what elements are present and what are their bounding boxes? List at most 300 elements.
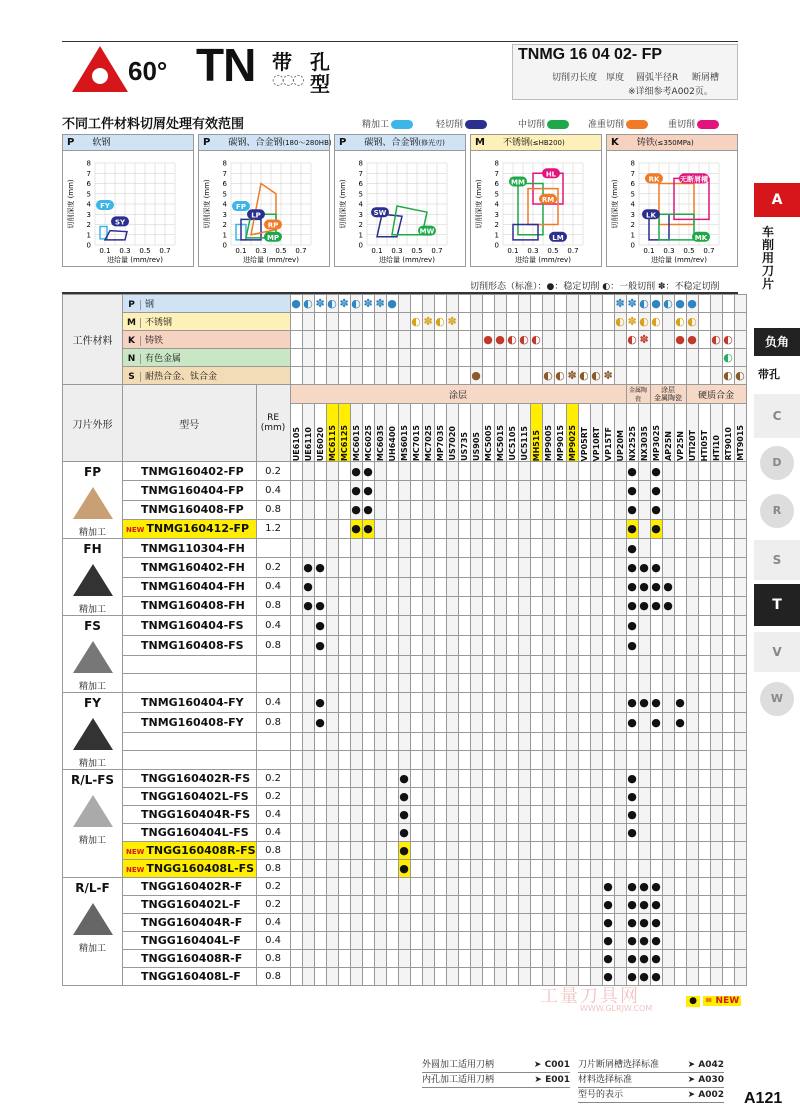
grade-dot-cell: ●: [398, 860, 410, 878]
grade-dot-cell: [398, 732, 410, 751]
model-cell: [123, 842, 257, 860]
grade-dot-cell: [326, 462, 338, 481]
table-row[interactable]: [63, 577, 747, 596]
grade-dot-cell: [338, 968, 350, 986]
grade-dot-cell: [350, 732, 362, 751]
chip-breaker-label: RP: [267, 221, 279, 230]
chart-material-tag: M: [475, 137, 485, 148]
grade-dot-cell: [674, 932, 686, 950]
grade-dot-cell: [530, 558, 542, 577]
grade-dot-cell: [290, 674, 302, 693]
sidebar-shape-d[interactable]: D: [760, 446, 794, 480]
grade-dot-cell: [530, 616, 542, 636]
grade-name: MT9015: [735, 425, 745, 461]
grade-name: VP15TF: [603, 426, 613, 461]
material-symbol-cell: [386, 367, 398, 385]
material-symbol-cell: [650, 367, 662, 385]
grade-name-cell: [554, 404, 566, 462]
grade-dot-cell: [494, 674, 506, 693]
grade-dot-cell: [338, 539, 350, 558]
sidebar-shape-t[interactable]: T: [754, 584, 800, 626]
grade-dot-cell: [374, 932, 386, 950]
y-tick-label: 5: [358, 190, 363, 199]
material-symbol-cell: ✽: [638, 331, 650, 349]
grade-dot-cell: [338, 732, 350, 751]
material-symbol-cell: ✽: [422, 313, 434, 331]
grade-dot-cell: [350, 806, 362, 824]
material-tag: N: [123, 354, 141, 364]
grade-dot-cell: [698, 693, 710, 713]
grade-name: MP9015: [555, 424, 565, 461]
grade-dot-cell: [494, 577, 506, 596]
chip-range-area: [105, 231, 127, 240]
grade-dot-cell: [518, 842, 530, 860]
material-symbol-cell: ◐: [710, 331, 722, 349]
grade-dot-cell: [734, 914, 746, 932]
section-title: 不同工件材料切屑处理有效范围: [62, 117, 245, 132]
grade-dot-cell: [554, 788, 566, 806]
grade-dot-cell: [590, 712, 602, 732]
grade-dot-cell: [482, 732, 494, 751]
grade-name: NX2525: [627, 425, 637, 461]
re-cell: 0.2: [256, 788, 290, 806]
grade-dot-cell: [626, 674, 638, 693]
chart-material-tag: P: [339, 137, 347, 148]
grade-dot-cell: [686, 616, 698, 636]
grade-dot-cell: [566, 932, 578, 950]
grade-dot-cell: [578, 616, 590, 636]
grade-dot-cell: [446, 842, 458, 860]
grade-dot-cell: [446, 596, 458, 615]
material-symbol-cell: ◐: [674, 313, 686, 331]
grade-dot-cell: ●: [626, 635, 638, 655]
material-name: 有色金属: [145, 354, 182, 364]
material-symbol-cell: [722, 313, 734, 331]
footer-right: [578, 1058, 724, 1103]
grade-dot-cell: [434, 596, 446, 615]
grade-dot-cell: [686, 806, 698, 824]
table-row[interactable]: [63, 539, 747, 558]
material-symbol-cell: [518, 367, 530, 385]
grade-dot-cell: [494, 824, 506, 842]
table-row[interactable]: [63, 693, 747, 713]
x-tick-label: 0.5: [139, 247, 151, 255]
table-row[interactable]: [63, 878, 747, 896]
grade-dot-cell: [578, 712, 590, 732]
footer-link[interactable]: 材料选择标准 ➤ A030: [578, 1073, 724, 1088]
grade-dot-cell: [578, 932, 590, 950]
material-symbol-cell: [602, 313, 614, 331]
table-row[interactable]: [63, 635, 747, 655]
material-symbol-cell: [470, 331, 482, 349]
grade-dot-cell: [290, 462, 302, 481]
grade-dot-cell: [590, 616, 602, 636]
table-row[interactable]: [63, 806, 747, 824]
grade-dot-cell: [386, 655, 398, 674]
model-cell: [123, 806, 257, 824]
grade-dot-cell: [686, 481, 698, 500]
grade-dot-cell: [518, 914, 530, 932]
grade-dot-cell: [614, 596, 626, 615]
table-row[interactable]: [63, 968, 747, 986]
table-row[interactable]: [63, 596, 747, 615]
grade-dot-cell: [734, 500, 746, 519]
grade-dot-cell: [662, 968, 674, 986]
table-row[interactable]: [63, 860, 747, 878]
insert-triangle-icon: [73, 903, 113, 935]
chart-material-extra: (修光刃): [418, 139, 445, 147]
grade-dot-cell: [326, 896, 338, 914]
grade-dot-cell: [470, 616, 482, 636]
table-row[interactable]: [63, 824, 747, 842]
table-row[interactable]: [63, 481, 747, 500]
grade-name-cell: [434, 404, 446, 462]
material-cell: [123, 367, 291, 385]
grade-dot-cell: ●: [626, 693, 638, 713]
table-row[interactable]: [63, 674, 747, 693]
y-tick-label: 0: [86, 241, 91, 250]
y-tick-label: 8: [358, 159, 363, 168]
grade-dot-cell: [302, 860, 314, 878]
grade-dot-cell: [290, 712, 302, 732]
grade-dot-cell: [602, 788, 614, 806]
grade-dot-cell: [674, 896, 686, 914]
grade-name-cell: [602, 404, 614, 462]
grade-dot-cell: [674, 860, 686, 878]
grade-dot-cell: [350, 788, 362, 806]
grade-dot-cell: [386, 519, 398, 538]
grade-dot-cell: [614, 950, 626, 968]
grade-dot-cell: [422, 732, 434, 751]
sidebar-shape-r[interactable]: R: [760, 494, 794, 528]
grade-dot-cell: [614, 824, 626, 842]
grade-dot-cell: [410, 932, 422, 950]
material-name: 不锈钢: [145, 318, 173, 328]
grade-dot-cell: ●: [650, 932, 662, 950]
x-tick-label: 0.1: [99, 247, 111, 255]
grade-dot-cell: [542, 500, 554, 519]
insert-triangle-icon: [73, 564, 113, 596]
grade-dot-cell: [614, 732, 626, 751]
grade-dot-cell: [374, 481, 386, 500]
grade-dot-cell: [698, 932, 710, 950]
grade-dot-cell: [482, 788, 494, 806]
grade-dot-cell: [374, 788, 386, 806]
grade-dot-cell: [722, 860, 734, 878]
grade-name-cell: [698, 404, 710, 462]
grade-dot-cell: [602, 577, 614, 596]
material-symbol-cell: [698, 367, 710, 385]
grade-dot-cell: [458, 932, 470, 950]
footer-link[interactable]: 型号的表示 ➤ A002: [578, 1088, 724, 1103]
chip-breaker-code: FP: [84, 465, 101, 479]
grade-dot-cell: ●: [674, 693, 686, 713]
grade-name: MC6125: [339, 424, 349, 461]
grade-dot-cell: [302, 770, 314, 788]
grade-dot-cell: [674, 824, 686, 842]
grade-dot-cell: [422, 655, 434, 674]
footer-link[interactable]: 内孔加工适用刀柄 ➤ E001: [422, 1073, 570, 1088]
re-cell: 0.2: [256, 878, 290, 896]
grade-dot-cell: [482, 860, 494, 878]
grade-name-cell: [422, 404, 434, 462]
chart-plot: [607, 151, 737, 266]
chip-breaker-code: FY: [84, 696, 101, 710]
table-row[interactable]: [63, 519, 747, 538]
grade-dot-cell: [506, 655, 518, 674]
grade-name-cell: [506, 404, 518, 462]
material-symbol-cell: ◐: [506, 331, 518, 349]
sidebar-tab-a[interactable]: A: [754, 183, 800, 217]
chip-breaker-code: FH: [83, 542, 102, 556]
grade-dot-cell: [338, 616, 350, 636]
grade-dot-cell: [710, 616, 722, 636]
grade-dot-cell: [698, 806, 710, 824]
table-row[interactable]: [63, 842, 747, 860]
grade-dot-cell: [434, 896, 446, 914]
grade-dot-cell: [506, 577, 518, 596]
material-symbol-cell: [422, 367, 434, 385]
grade-dot-cell: [470, 824, 482, 842]
material-symbol-cell: [386, 349, 398, 367]
re-cell: [256, 732, 290, 751]
table-row[interactable]: [63, 788, 747, 806]
grade-name: US905: [471, 432, 481, 461]
grade-dot-cell: [458, 519, 470, 538]
material-symbol-cell: ◐: [578, 367, 590, 385]
angle-label: 60°: [128, 56, 168, 86]
grade-dot-cell: [554, 732, 566, 751]
grade-dot-cell: [662, 824, 674, 842]
sidebar-shape-w[interactable]: W: [760, 682, 794, 716]
grade-dot-cell: [446, 751, 458, 770]
grade-dot-cell: [458, 751, 470, 770]
grade-dot-cell: [638, 462, 650, 481]
grade-dot-cell: [302, 751, 314, 770]
grade-dot-cell: [578, 842, 590, 860]
grade-dot-cell: [410, 481, 422, 500]
table-row[interactable]: [63, 950, 747, 968]
chart-material-tag: P: [67, 137, 75, 148]
grade-dot-cell: [398, 751, 410, 770]
grade-dot-cell: [482, 635, 494, 655]
grade-name: MC6115: [327, 424, 337, 461]
grade-dot-cell: [722, 635, 734, 655]
insert-shape-cell: [63, 878, 123, 986]
grade-dot-cell: [350, 577, 362, 596]
grade-dot-cell: [410, 616, 422, 636]
grade-dot-cell: [350, 932, 362, 950]
grade-dot-cell: [602, 462, 614, 481]
insert-triangle-icon: [73, 641, 113, 673]
y-tick-label: 7: [494, 169, 499, 178]
grade-name: VP25N: [675, 431, 685, 461]
material-symbol-cell: [554, 313, 566, 331]
legend-label: 精加工: [362, 120, 390, 130]
grade-dot-cell: [542, 674, 554, 693]
grade-dot-cell: [410, 770, 422, 788]
grade-dot-cell: [398, 712, 410, 732]
material-symbol-cell: [566, 295, 578, 313]
grade-dot-cell: [710, 860, 722, 878]
grade-dot-cell: [674, 596, 686, 615]
chip-breaker-label: MK: [694, 233, 708, 242]
code-label: 厚度: [606, 73, 625, 83]
table-row[interactable]: [63, 655, 747, 674]
grade-dot-cell: [338, 577, 350, 596]
grade-dot-cell: [734, 635, 746, 655]
chart-head: [63, 135, 193, 151]
material-symbol-cell: [602, 295, 614, 313]
grade-dot-cell: [614, 577, 626, 596]
grade-dot-cell: [566, 558, 578, 577]
grade-dot-cell: [566, 950, 578, 968]
grade-dot-cell: [434, 481, 446, 500]
table-row[interactable]: [63, 896, 747, 914]
grade-dot-cell: [554, 751, 566, 770]
grade-name: US735: [459, 432, 469, 461]
table-row[interactable]: [63, 914, 747, 932]
grade-name-cell: [302, 404, 314, 462]
grade-dot-cell: [314, 932, 326, 950]
chart-material-name: 不锈钢: [502, 138, 530, 148]
grade-dot-cell: [446, 519, 458, 538]
material-symbol-cell: [602, 349, 614, 367]
model-number: TNMG160404-FH: [141, 580, 245, 594]
grade-dot-cell: [362, 968, 374, 986]
grade-dot-cell: [446, 968, 458, 986]
grade-dot-cell: [326, 577, 338, 596]
y-tick-label: 0: [494, 241, 499, 250]
model-cell: [123, 635, 257, 655]
grade-dot-cell: ●: [626, 616, 638, 636]
grade-dot-cell: ●: [638, 693, 650, 713]
workpiece-header: 工件材料: [63, 295, 123, 385]
grade-name-cell: [734, 404, 746, 462]
material-symbol-cell: [674, 367, 686, 385]
grade-dot-cell: [590, 824, 602, 842]
grade-dot-cell: [554, 824, 566, 842]
table-row[interactable]: [63, 932, 747, 950]
footer-link[interactable]: 外圆加工适用刀柄 ➤ C001: [422, 1058, 570, 1073]
grade-dot-cell: [710, 950, 722, 968]
grade-dot-cell: [566, 712, 578, 732]
grade-dot-cell: [314, 674, 326, 693]
y-tick-label: 3: [494, 210, 499, 219]
grade-dot-cell: [446, 896, 458, 914]
grade-dot-cell: ●: [602, 878, 614, 896]
grade-dot-cell: [602, 712, 614, 732]
coated-group: 涂层: [290, 385, 626, 404]
grade-dot-cell: [686, 860, 698, 878]
grade-dot-cell: [458, 635, 470, 655]
table-row[interactable]: [63, 712, 747, 732]
grade-dot-cell: [314, 824, 326, 842]
grade-dot-cell: [554, 860, 566, 878]
table-row[interactable]: [63, 751, 747, 770]
grade-dot-cell: [590, 596, 602, 615]
title-char-3: 型: [310, 72, 330, 96]
grade-dot-cell: [458, 693, 470, 713]
grade-dot-cell: [494, 860, 506, 878]
material-tag: P: [123, 300, 141, 310]
legend-item: [436, 117, 487, 130]
grade-dot-cell: [542, 693, 554, 713]
footer-link[interactable]: 刀片断屑槽选择标准 ➤ A042: [578, 1058, 724, 1073]
sidebar-negative-tab[interactable]: 负角: [754, 328, 800, 356]
grade-dot-cell: [410, 712, 422, 732]
table-row[interactable]: [63, 500, 747, 519]
legend-item: [518, 117, 569, 130]
grade-dot-cell: [446, 481, 458, 500]
grade-dot-cell: [302, 539, 314, 558]
grade-dot-cell: [662, 770, 674, 788]
grade-dot-cell: [386, 914, 398, 932]
page-number: A121: [744, 1090, 783, 1107]
grade-dot-cell: [662, 462, 674, 481]
grade-dot-cell: [482, 577, 494, 596]
grade-dot-cell: [314, 655, 326, 674]
grade-dot-cell: [734, 806, 746, 824]
grade-dot-cell: [458, 968, 470, 986]
model-number: TNMG160404-FY: [141, 695, 244, 709]
grade-dot-cell: [698, 462, 710, 481]
grade-dot-cell: [734, 788, 746, 806]
table-row[interactable]: [63, 770, 747, 788]
grade-dot-cell: [590, 635, 602, 655]
grade-dot-cell: ●: [626, 932, 638, 950]
grade-dot-cell: [722, 806, 734, 824]
grade-dot-cell: [290, 519, 302, 538]
grade-dot-cell: ●: [302, 558, 314, 577]
grade-dot-cell: [542, 462, 554, 481]
grade-dot-cell: [722, 462, 734, 481]
grade-dot-cell: [602, 519, 614, 538]
material-symbol-cell: [662, 313, 674, 331]
material-symbol-cell: [398, 349, 410, 367]
grade-dot-cell: [662, 878, 674, 896]
grade-dot-cell: [518, 878, 530, 896]
material-name: 耐热合金、钛合金: [145, 372, 218, 382]
material-symbol-cell: [590, 295, 602, 313]
sidebar-shape-s[interactable]: S: [754, 540, 800, 580]
grade-dot-cell: [530, 462, 542, 481]
sidebar-shape-c[interactable]: C: [754, 394, 800, 438]
re-cell: [256, 655, 290, 674]
grade-dot-cell: [482, 878, 494, 896]
grade-dot-cell: [314, 878, 326, 896]
grade-dot-cell: [314, 788, 326, 806]
grade-dot-cell: [302, 806, 314, 824]
grade-dot-cell: [326, 968, 338, 986]
grade-dot-cell: [374, 616, 386, 636]
x-tick-label: 0.3: [527, 247, 539, 255]
material-symbol-cell: [422, 295, 434, 313]
table-row[interactable]: [63, 462, 747, 481]
x-tick-label: 0.3: [119, 247, 131, 255]
table-row[interactable]: [63, 558, 747, 577]
grade-dot-cell: [338, 914, 350, 932]
table-row[interactable]: [63, 732, 747, 751]
material-symbol-cell: ●: [686, 331, 698, 349]
grade-name: UTi20T: [687, 429, 697, 461]
grade-dot-cell: [434, 788, 446, 806]
table-row[interactable]: [63, 616, 747, 636]
grade-dot-cell: [578, 732, 590, 751]
grade-dot-cell: [458, 481, 470, 500]
sidebar-shape-v[interactable]: V: [754, 632, 800, 672]
grade-dot-cell: [506, 896, 518, 914]
